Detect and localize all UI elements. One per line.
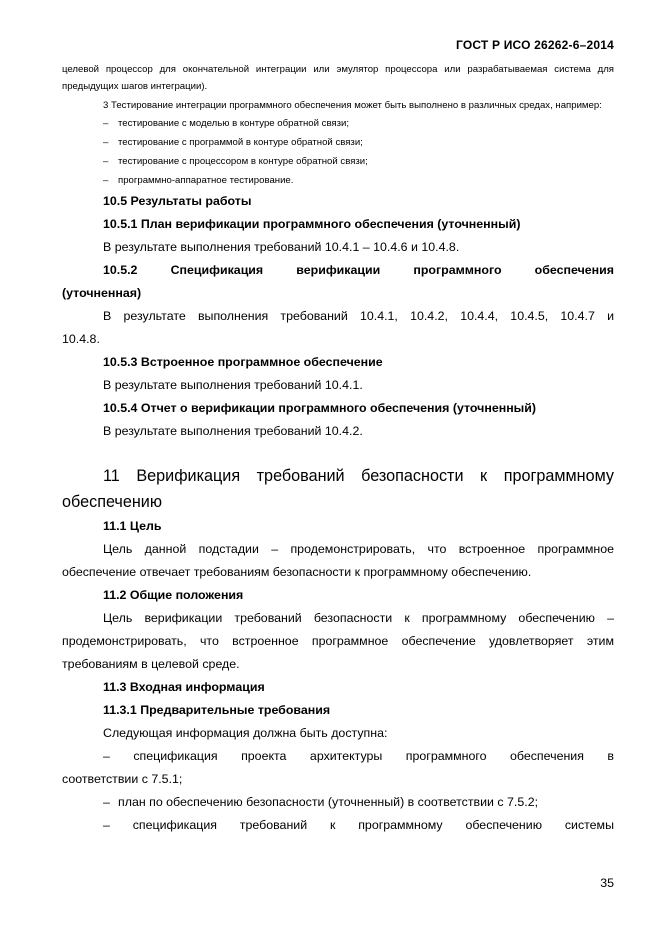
text-10-5-1: В результате выполнения требований 10.4.1 – 10.4.6 и 10.4.8.: [103, 240, 460, 254]
heading-11-3-1: 11.3.1 Предварительные требования: [103, 703, 331, 717]
heading-11-1: 11.1 Цель: [103, 519, 162, 533]
text-11-3-1: Следующая информация должна быть доступна:: [103, 726, 388, 740]
text-10-5-2: В результате выполнения требований 10.4.1, 10.4.2, 10.4.4, 10.4.5, 10.4.7 и: [103, 309, 614, 323]
heading-10-5: 10.5 Результаты работы: [103, 194, 252, 208]
list-item: – тестирование с моделью в контуре обратной связи;: [103, 118, 350, 129]
heading-10-5-2: 10.5.2 Спецификация верификации программного обеспечения: [103, 263, 614, 277]
text-10-5-2-cont: 10.4.8.: [62, 332, 100, 346]
list-item: – тестирование с программой в контуре обратной связи;: [103, 137, 363, 148]
note-continuation: целевой процессор для окончательной интеграции или эмулятор процессора или разрабатываемая система для предыдущих шагов интеграции).: [62, 64, 614, 92]
heading-11-2: 11.2 Общие положения: [103, 588, 244, 602]
heading-10-5-2-cont: (уточненная): [62, 286, 142, 300]
list-item: – тестирование с процессором в контуре обратной связи;: [103, 156, 368, 167]
heading-10-5-1: 10.5.1 План верификации программного обеспечения (уточненный): [103, 217, 521, 231]
heading-10-5-4: 10.5.4 Отчет о верификации программного обеспечения (уточненный): [103, 401, 537, 415]
document-header: ГОСТ Р ИСО 26262-6–2014: [455, 38, 614, 52]
heading-11-3: 11.3 Входная информация: [103, 680, 265, 694]
list-item-cont: соответствии с 7.5.1;: [62, 772, 183, 786]
note-3-list: [62, 114, 614, 190]
text-10-5-3: В результате выполнения требований 10.4.1.: [103, 378, 363, 392]
note-3: 3 Тестирование интеграции программного обеспечения может быть выполнено в различных средах, например:: [103, 100, 602, 111]
list-item: – спецификация требований к программному обеспечению системы: [103, 818, 614, 832]
list-item: – спецификация проекта архитектуры программного обеспечения в: [103, 749, 614, 763]
text-11-1: Цель данной подстадии – продемонстрировать, что встроенное программное обеспечение отвечает требованиям безопасности к программному обеспечению.: [62, 542, 614, 579]
text-11-2: Цель верификации требований безопасности к программному обеспечению – продемонстрировать, что встроенное программное обеспечение удовлетворяет этим требованиям в целевой среде.: [62, 611, 614, 671]
heading-11-cont: обеспечению: [62, 493, 162, 511]
list-item: – программно-аппаратное тестирование.: [103, 175, 294, 186]
list-item: – план по обеспечению безопасности (уточненный) в соответствии с 7.5.2;: [103, 795, 539, 809]
page-number: 35: [600, 876, 614, 890]
text-10-5-4: В результате выполнения требований 10.4.2.: [103, 424, 363, 438]
heading-10-5-3: 10.5.3 Встроенное программное обеспечение: [103, 355, 383, 369]
heading-11: 11 Верификация требований безопасности к программному: [103, 467, 614, 485]
page-content: [62, 61, 614, 837]
